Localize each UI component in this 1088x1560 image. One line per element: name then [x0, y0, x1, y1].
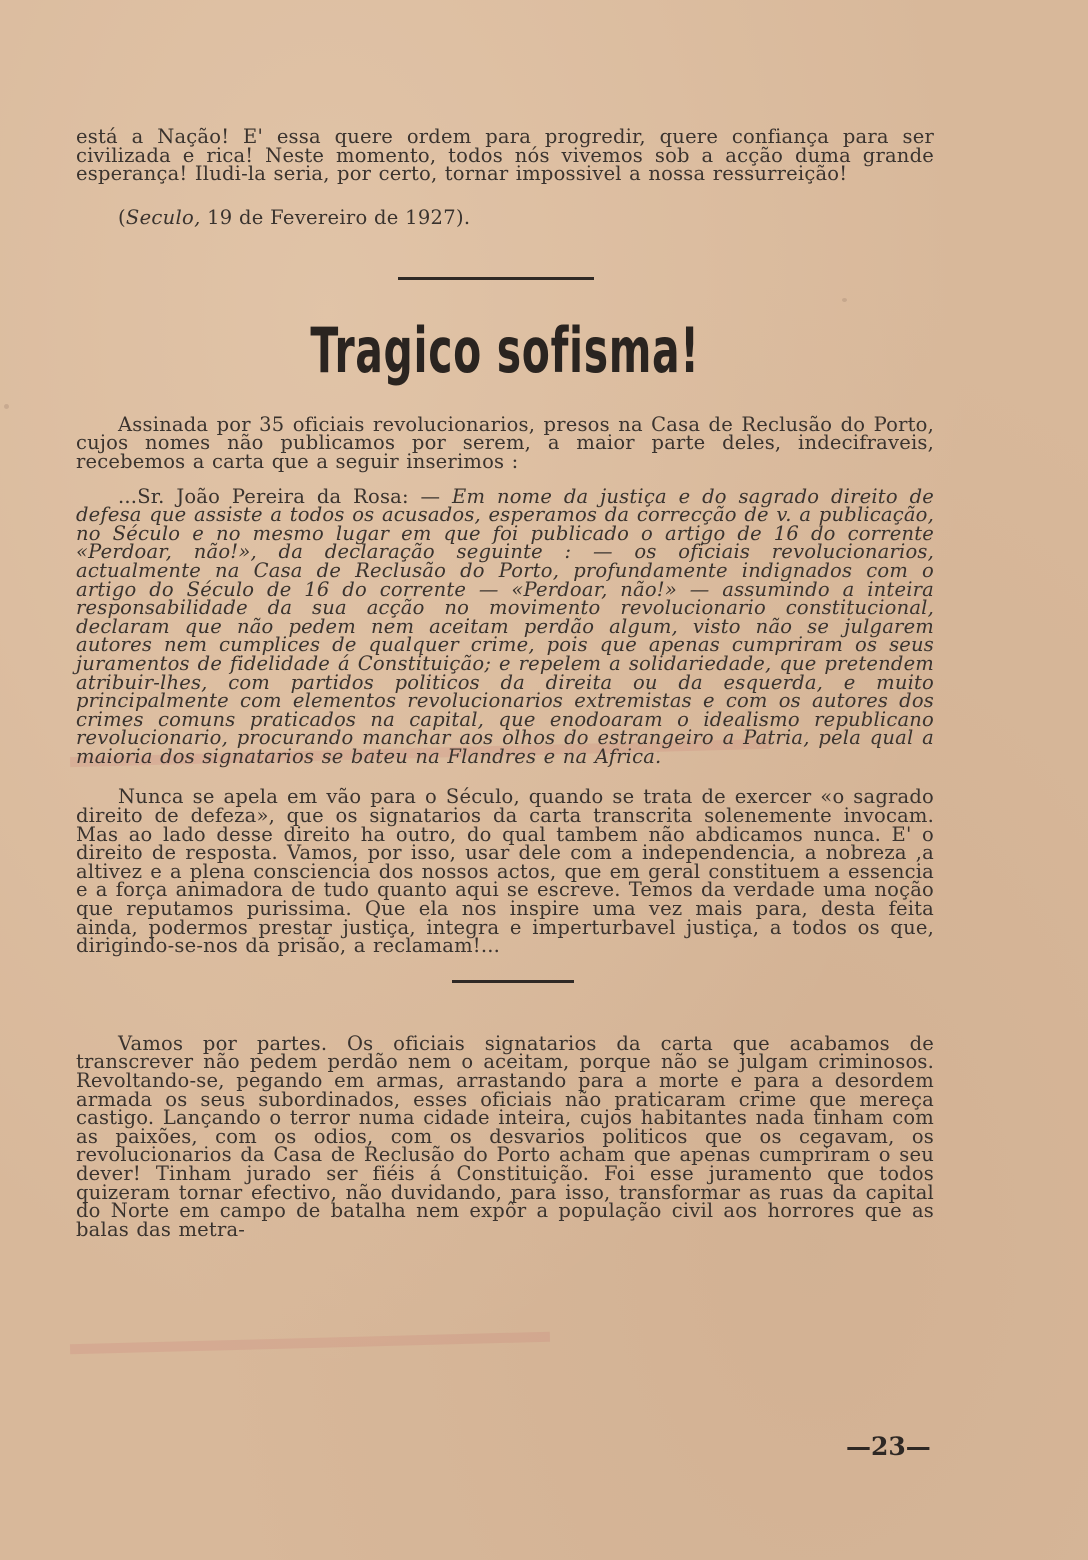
reply-paragraph-1: Nunca se apela em vão para o Século, quando se trata de exercer «o sagrado direito de defeza», que os signatarios da carta transcrita solenemente invocam. Mas ao lado desse direito ha outro, do qual tambem não abdicamos nunca. E' o direito de resposta. Vamos, por isso, usar dele com a independencia, a nobreza ,a altivez e a plena consciencia dos nossos actos, que em geral constituem a essencia e a força animadora de tudo quanto aqui se escreve. Temos da verdade uma noção que reputamos purissima. Que ela nos inspire uma vez mais para, desta feita ainda, podermos prestar justiça, integra e imperturbavel justiça, a todos os que, dirigindo-se-nos da prisão, a reclamam!... [76, 785, 934, 958]
paper-speck [4, 404, 9, 409]
letter-body: Em nome da justiça e do sagrado direito de defesa que assiste a todos os acusados, esperamos da correcção de v. a publicação, no Século e no mesmo lugar em que foi publicado o artigo de 16 do corrente «Perdoar, não!», da declaração seguinte : — os oficiais revolucionarios, actualmente na Casa de Reclusão do Porto, profundamente indignados com o artigo do Século de 16 do corrente — «Perdoar, não!» — assumindo a inteira responsabilidade da sua acção no movimento revolucionario constitucional, declaram que não pedem nem aceitam perdão algum, visto não se julgarem autores nem cumplices de qualquer crime, pois que apenas cumpriram os seus juramentos de fidelidade á Constituição; e repelem a solidariedade, que pretendem atribuir-lhes, com partidos politicos da direita ou da esquerda, e muito principalmente com elementos revolucionarios extremistas e com os autores dos crimes comuns praticados na capital, que enodoaram o idealismo republicano revolucionario, procurando manchar aos olhos do estrangeiro a Patria, pela qual a maioria dos signatarios se bateu na Flandres e na Africa. [76, 484, 934, 768]
red-stamp-trace [70, 1332, 550, 1355]
divider-rule [398, 277, 594, 280]
divider-rule-short [452, 980, 574, 983]
source-newspaper: Seculo, [125, 205, 201, 229]
source-date: 19 de Fevereiro de 1927). [200, 205, 471, 229]
page-number: —23— [846, 1432, 931, 1461]
article-title: Tragico sofisma! [310, 313, 700, 387]
source-citation [118, 206, 934, 229]
top-paragraph: está a Nação! E' essa quere ordem para progredir, quere confiança para ser civilizada e rica! Neste momento, todos nós vivemos sob a acção duma grande esperança! Iludi-la seria, por certo, tornar impossivel a nossa ressurreição! [76, 125, 934, 186]
page-content [76, 125, 934, 1241]
reply-paragraph-2: Vamos por partes. Os oficiais signatarios da carta que acabamos de transcrever não pedem perdão nem o aceitam, porque não se julgam criminosos. Revoltando-se, pegando em armas, arrastando para a morte e para a desordem armada os seus subordinados, esses oficiais não praticaram crime que mereça castigo. Lançando o terror numa cidade inteira, cujos habitantes nada tinham com as paixões, com os odios, com os desvarios politicos que os cegavam, os revolucionarios da Casa de Reclusão do Porto acham que apenas cumpriram o seu dever! Tinham jurado ser fiéis á Constituição. Foi esse juramento que todos quizeram tornar efectivo, não duvidando, para isso, transformar as ruas da capital do Norte em campo de batalha nem expôr a população civil aos horrores que as balas das metra- [76, 1031, 934, 1241]
letter-quote [76, 484, 934, 768]
letter-salutation: ...Sr. João Pereira da Rosa: — [118, 484, 453, 508]
source-open: ( [118, 205, 126, 229]
intro-paragraph: Assinada por 35 oficiais revolucionarios, presos na Casa de Reclusão do Porto, cujos nomes não publicamos por serem, a maior parte deles, indecifraveis, recebemos a carta que a seguir inserimos : [76, 412, 934, 473]
